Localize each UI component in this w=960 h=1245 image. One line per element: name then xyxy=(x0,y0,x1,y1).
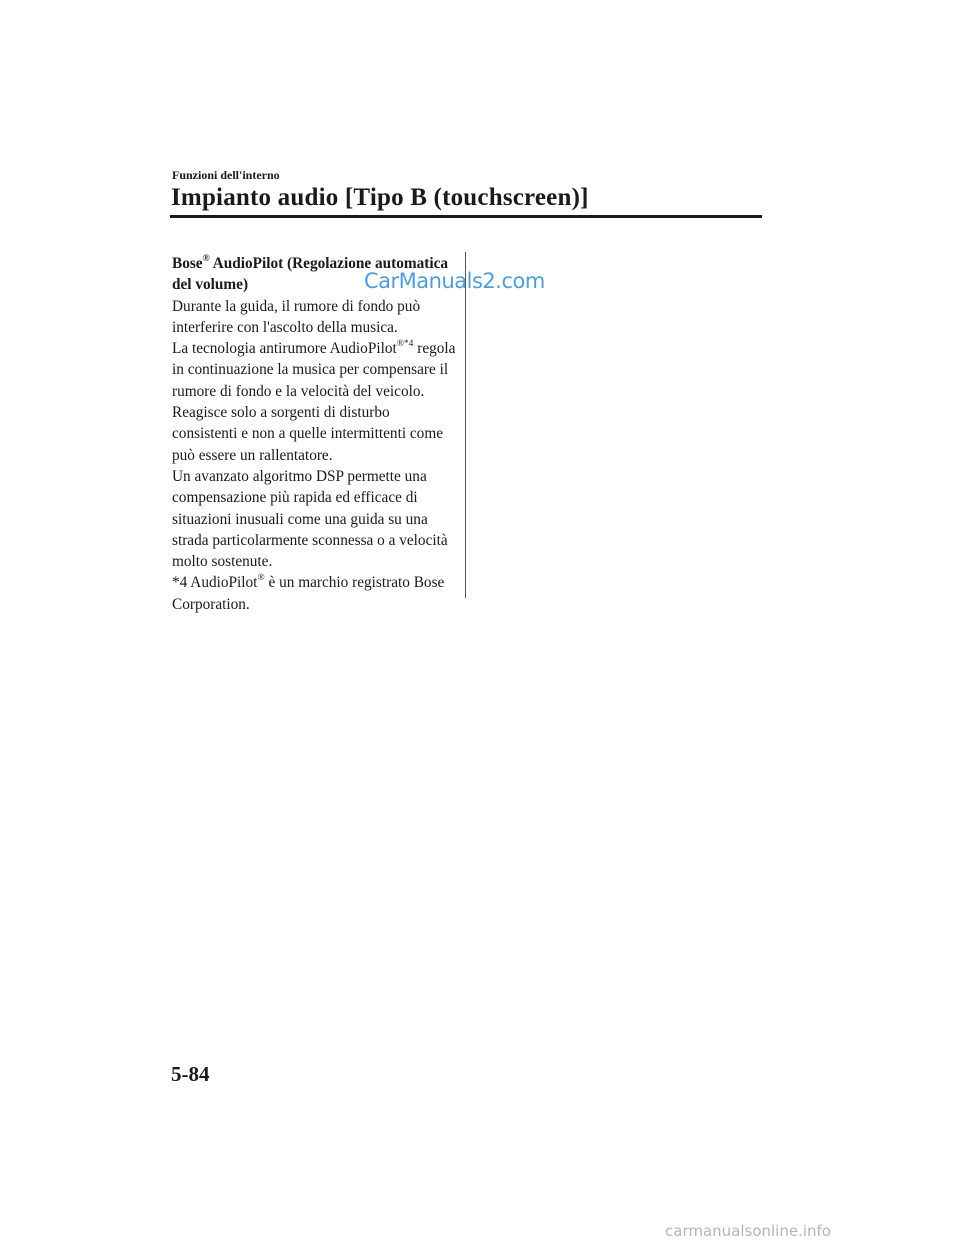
paragraph-1: Durante la guida, il rumore di fondo può interferire con l'ascolto della musica. xyxy=(172,297,421,336)
paragraph-2-end: regola in continuazione la musica per compensare il rumore di fondo e la velocità del veicolo. xyxy=(172,340,456,400)
footnote-ref: ®*4 xyxy=(396,339,414,350)
registered-mark: ® xyxy=(202,253,210,264)
column-divider xyxy=(465,252,466,598)
watermark: CarManuals2.com xyxy=(364,269,545,293)
footnote-start: *4 AudioPilot xyxy=(172,574,258,592)
paragraph-4: Un avanzato algoritmo DSP permette una compensazione più rapida ed efficace di situazioni inusuali come una guida su una strada particolarmente sconnessa o a velocità molto sostenute. xyxy=(172,467,448,571)
heading-text: AudioPilot (Regolazione automatica del volume) xyxy=(172,255,449,294)
footer-watermark: carmanualsonline.info xyxy=(665,1222,831,1240)
registered-mark: ® xyxy=(257,573,265,584)
footnote xyxy=(172,572,457,615)
section-label: Funzioni dell'interno xyxy=(172,168,280,182)
heading-brand: Bose xyxy=(172,255,203,272)
content-column xyxy=(172,253,457,615)
title-rule xyxy=(170,215,762,218)
paragraph-3: Reagisce solo a sorgenti di disturbo consistenti e non a quelle intermittenti come può essere un rallentatore. xyxy=(172,404,444,464)
footnote-end: è un marchio registrato Bose Corporation. xyxy=(172,574,445,613)
page-title: Impianto audio [Tipo B (touchscreen)] xyxy=(171,184,589,211)
page-number: 5-84 xyxy=(171,1062,210,1086)
paragraph-2-start: La tecnologia antirumore AudioPilot xyxy=(172,340,397,358)
paragraph-2 xyxy=(172,338,457,402)
